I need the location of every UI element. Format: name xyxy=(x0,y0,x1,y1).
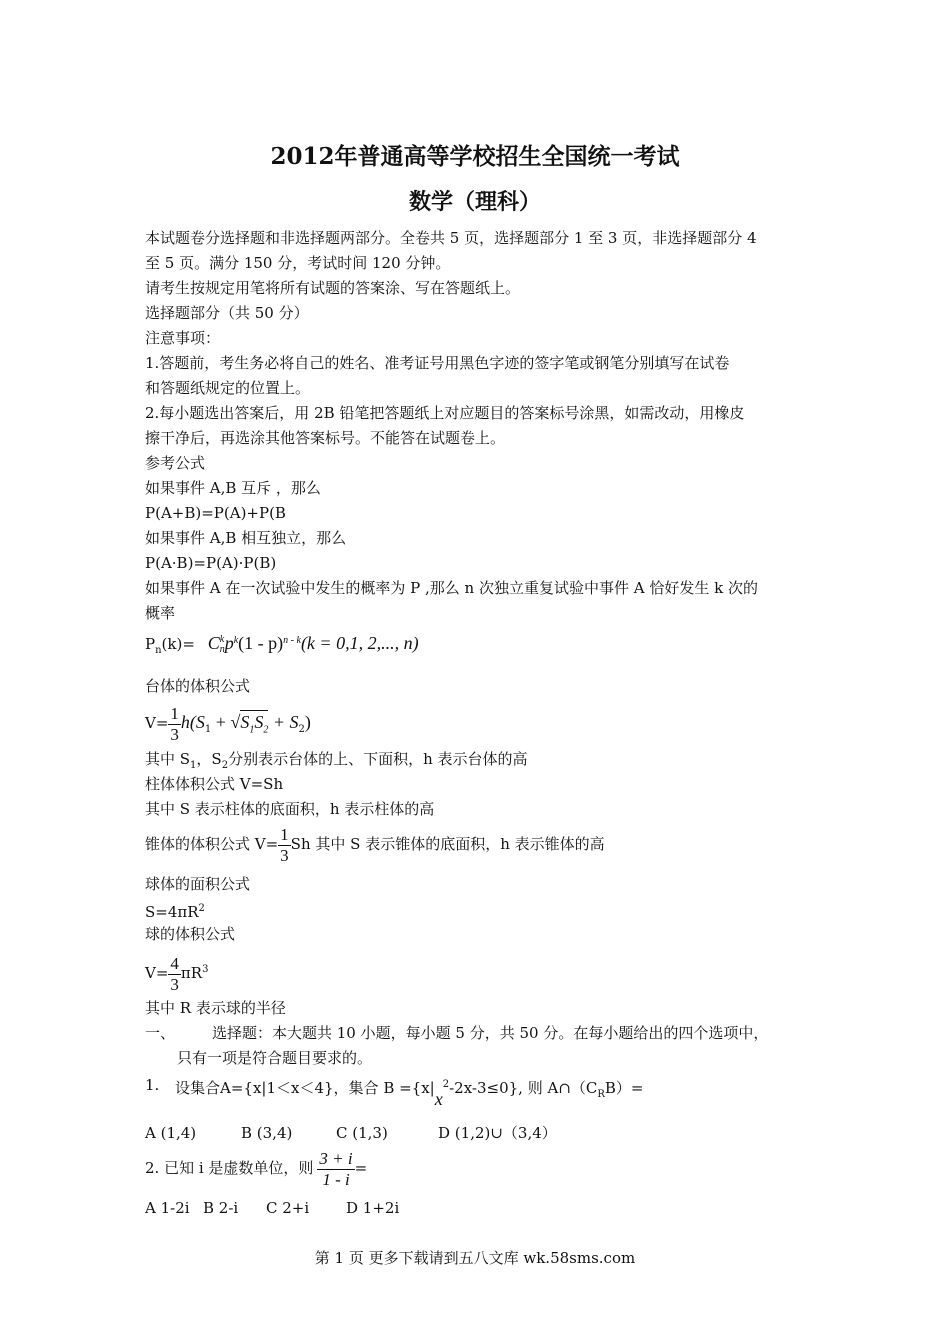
q1-option-a: A (1,4) xyxy=(145,1124,197,1142)
intro-line-2: 至 5 页。满分 150 分，考试时间 120 分钟。 xyxy=(145,254,451,272)
q1-option-c: C (1,3) xyxy=(336,1124,388,1142)
intro-line-4: 选择题部分（共 50 分） xyxy=(145,304,309,322)
section-number: 一、 xyxy=(145,1024,176,1042)
intro-line-10: 参考公式 xyxy=(145,454,206,472)
exam-title: 2012年普通高等学校招生全国统一考试 xyxy=(270,143,680,170)
q2-option-b: B 2-i xyxy=(203,1199,239,1217)
question-2-text: 2. 已知 i 是虚数单位，则 $\frac{3 + i}{1 - i}$ = xyxy=(145,1148,368,1189)
q2-option-c: C 2+i xyxy=(266,1199,310,1217)
intro-line-11: 如果事件 A,B 互斥 ，那么 xyxy=(145,479,321,497)
page-footer: 第 1 页 更多下载请到五八文库 wk.58sms.com xyxy=(314,1249,636,1267)
intro-line-3: 请考生按规定用笔将所有试题的答案涂、写在答题纸上。 xyxy=(145,279,521,297)
prism-title: 柱体体积公式 V=Sh xyxy=(145,775,284,793)
frustum-formula: V= $\frac{1}{3}$ $h(S_1 + √S_1S_2 + S_2)$ xyxy=(145,703,311,744)
question-1-number: 1. xyxy=(145,1076,160,1094)
sphere-area-formula: $S=4\pi R^2$ xyxy=(145,903,205,921)
q1-option-b: B (3,4) xyxy=(241,1124,293,1142)
question-1-text: 设集合A={x|1＜x＜4}，集合 $B =\{x|x^2-2x-3\le 0\}$, 则 $A\cap(C_RB)=$ xyxy=(175,1079,644,1109)
intro-line-1: 本试题卷分选择题和非选择题两部分。全卷共 5 页，选择题部分 1 至 3 页，非选择题部分 4 xyxy=(145,229,757,247)
intro-line-8: 2.每小题选出答案后，用 2B 铅笔把答题纸上对应题目的答案标号涂黑，如需改动，用橡皮 xyxy=(145,404,745,422)
sphere-area-title: 球体的面积公式 xyxy=(145,875,251,893)
intro-line-7: 和答题纸规定的位置上。 xyxy=(145,379,311,397)
q2-option-a: A 1-2i xyxy=(145,1199,190,1217)
frustum-title: 台体的体积公式 xyxy=(145,677,251,695)
prism-note: 其中 S 表示柱体的底面积，h 表示柱体的高 xyxy=(145,800,435,818)
sphere-note: 其中 R 表示球的半径 xyxy=(145,999,286,1017)
sphere-volume-title: 球的体积公式 xyxy=(145,925,236,943)
intro-line-14: P(A·B)=P(A)·P(B) xyxy=(145,554,277,572)
q2-option-d: D 1+2i xyxy=(346,1199,400,1217)
intro-line-16: 概率 xyxy=(145,604,176,622)
frustum-note: 其中 $S_1$，$S_2$分别表示台体的上、下面积，h 表示台体的高 xyxy=(145,750,528,771)
cone-formula: 锥体的体积公式 V= $\frac{1}{3}$ Sh 其中 S 表示锥体的底面积，h 表示锥体的高 xyxy=(145,824,605,865)
binomial-formula: $P_n(k)= C$ k n $p^k(1 - p)^{n - k}(k = 0,1$, 2,..., n) xyxy=(145,633,419,656)
section-heading-cont: 只有一项是符合题目要求的。 xyxy=(177,1049,373,1067)
exam-subtitle: 数学（理科） xyxy=(408,189,541,215)
intro-line-13: 如果事件 A,B 相互独立，那么 xyxy=(145,529,347,547)
section-heading: 选择题：本大题共 10 小题，每小题 5 分，共 50 分。在每小题给出的四个选项中， xyxy=(212,1024,769,1042)
sphere-volume-formula: V= $\frac{4}{3}$ $\pi R^3$ xyxy=(145,953,209,994)
q1-option-d: D (1,2)∪（3,4） xyxy=(438,1124,557,1142)
intro-line-5: 注意事项： xyxy=(145,329,221,347)
intro-line-6: 1.答题前，考生务必将自己的姓名、准考证号用黑色字迹的签字笔或钢笔分别填写在试卷 xyxy=(145,354,730,372)
intro-line-12: P(A+B)=P(A)+P(B xyxy=(145,504,286,522)
intro-line-9: 擦干净后，再选涂其他答案标号。不能答在试题卷上。 xyxy=(145,429,506,447)
intro-line-15: 如果事件 A 在一次试验中发生的概率为 P ,那么 n 次独立重复试验中事件 A 恰好发生 k 次的 xyxy=(145,579,758,597)
